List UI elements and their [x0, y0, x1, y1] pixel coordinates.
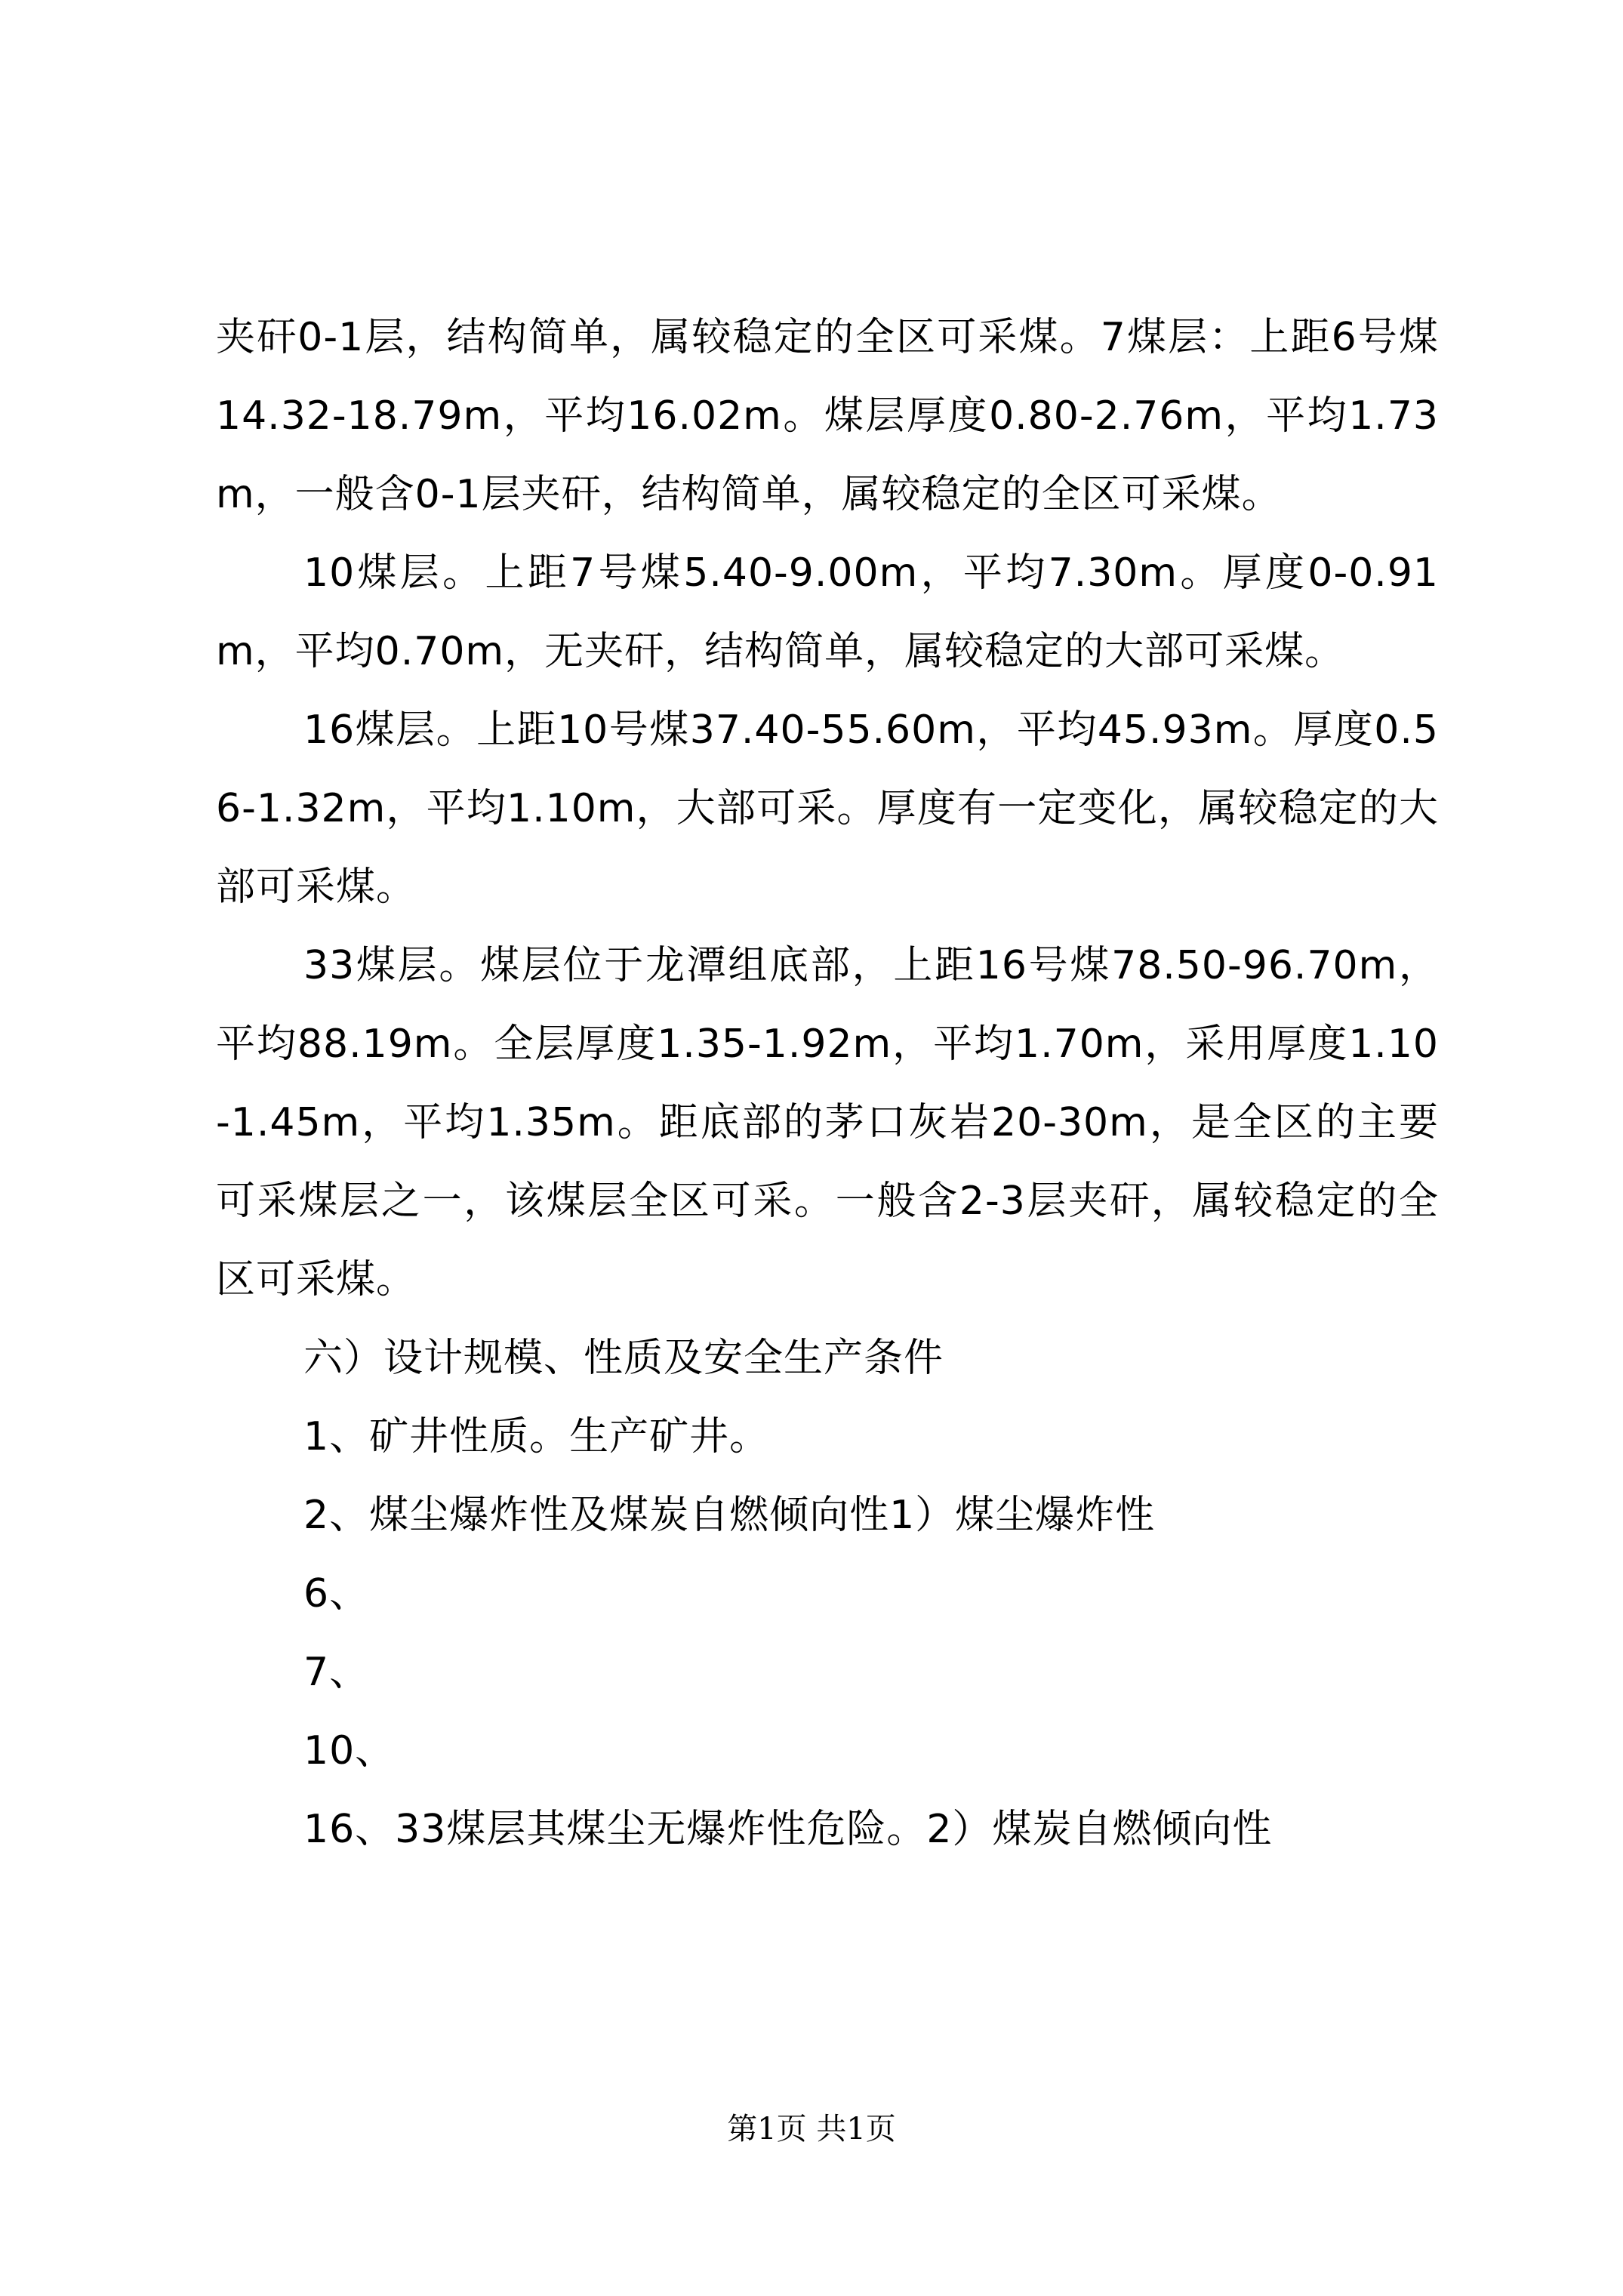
paragraph-coal-seam-33: 33煤层。煤层位于龙潭组底部，上距16号煤78.50-96.70m，平均88.19m。全层厚度1.35-1.92m，平均1.70m，采用厚度1.10-1.45m，平均1.35m。距底部的茅口灰岩20-30m，是全区的主要可采煤层之一，该煤层全区可采。一般含2-3层夹矸，属较稳定的全区可采煤。 [216, 943, 1439, 1302]
paragraph-coal-seam-7: 夹矸0-1层，结构简单，属较稳定的全区可采煤。7煤层：上距6号煤14.32-18.79m，平均16.02m。煤层厚度0.80-2.76m，平均1.73m，一般含0-1层夹矸，结构简单，属较稳定的全区可采煤。 [216, 315, 1439, 517]
list-item-coal-dust-explosivity: 2、煤尘爆炸性及煤炭自燃倾向性1）煤尘爆炸性 [303, 1493, 1156, 1538]
list-item-16-33: 16、33煤层其煤尘无爆炸性危险。2）煤炭自燃倾向性 [303, 1807, 1273, 1852]
list-item-10: 10、 [303, 1728, 396, 1774]
page-footer: 第1页 共1页 [727, 2112, 896, 2147]
paragraph-coal-seam-10: 10煤层。上距7号煤5.40-9.00m，平均7.30m。厚度0-0.91m，平均0.70m，无夹矸，结构简单，属较稳定的大部可采煤。 [216, 550, 1439, 674]
list-item-6: 6、 [303, 1571, 370, 1616]
list-item-mine-nature: 1、矿井性质。生产矿井。 [303, 1414, 770, 1459]
document-body [216, 298, 1439, 1869]
section-heading-design-scale: 六）设计规模、性质及安全生产条件 [303, 1336, 944, 1381]
list-item-7: 7、 [303, 1650, 370, 1695]
paragraph-coal-seam-16: 16煤层。上距10号煤37.40-55.60m，平均45.93m。厚度0.56-1.32m，平均1.10m，大部可采。厚度有一定变化，属较稳定的大部可采煤。 [216, 707, 1439, 910]
